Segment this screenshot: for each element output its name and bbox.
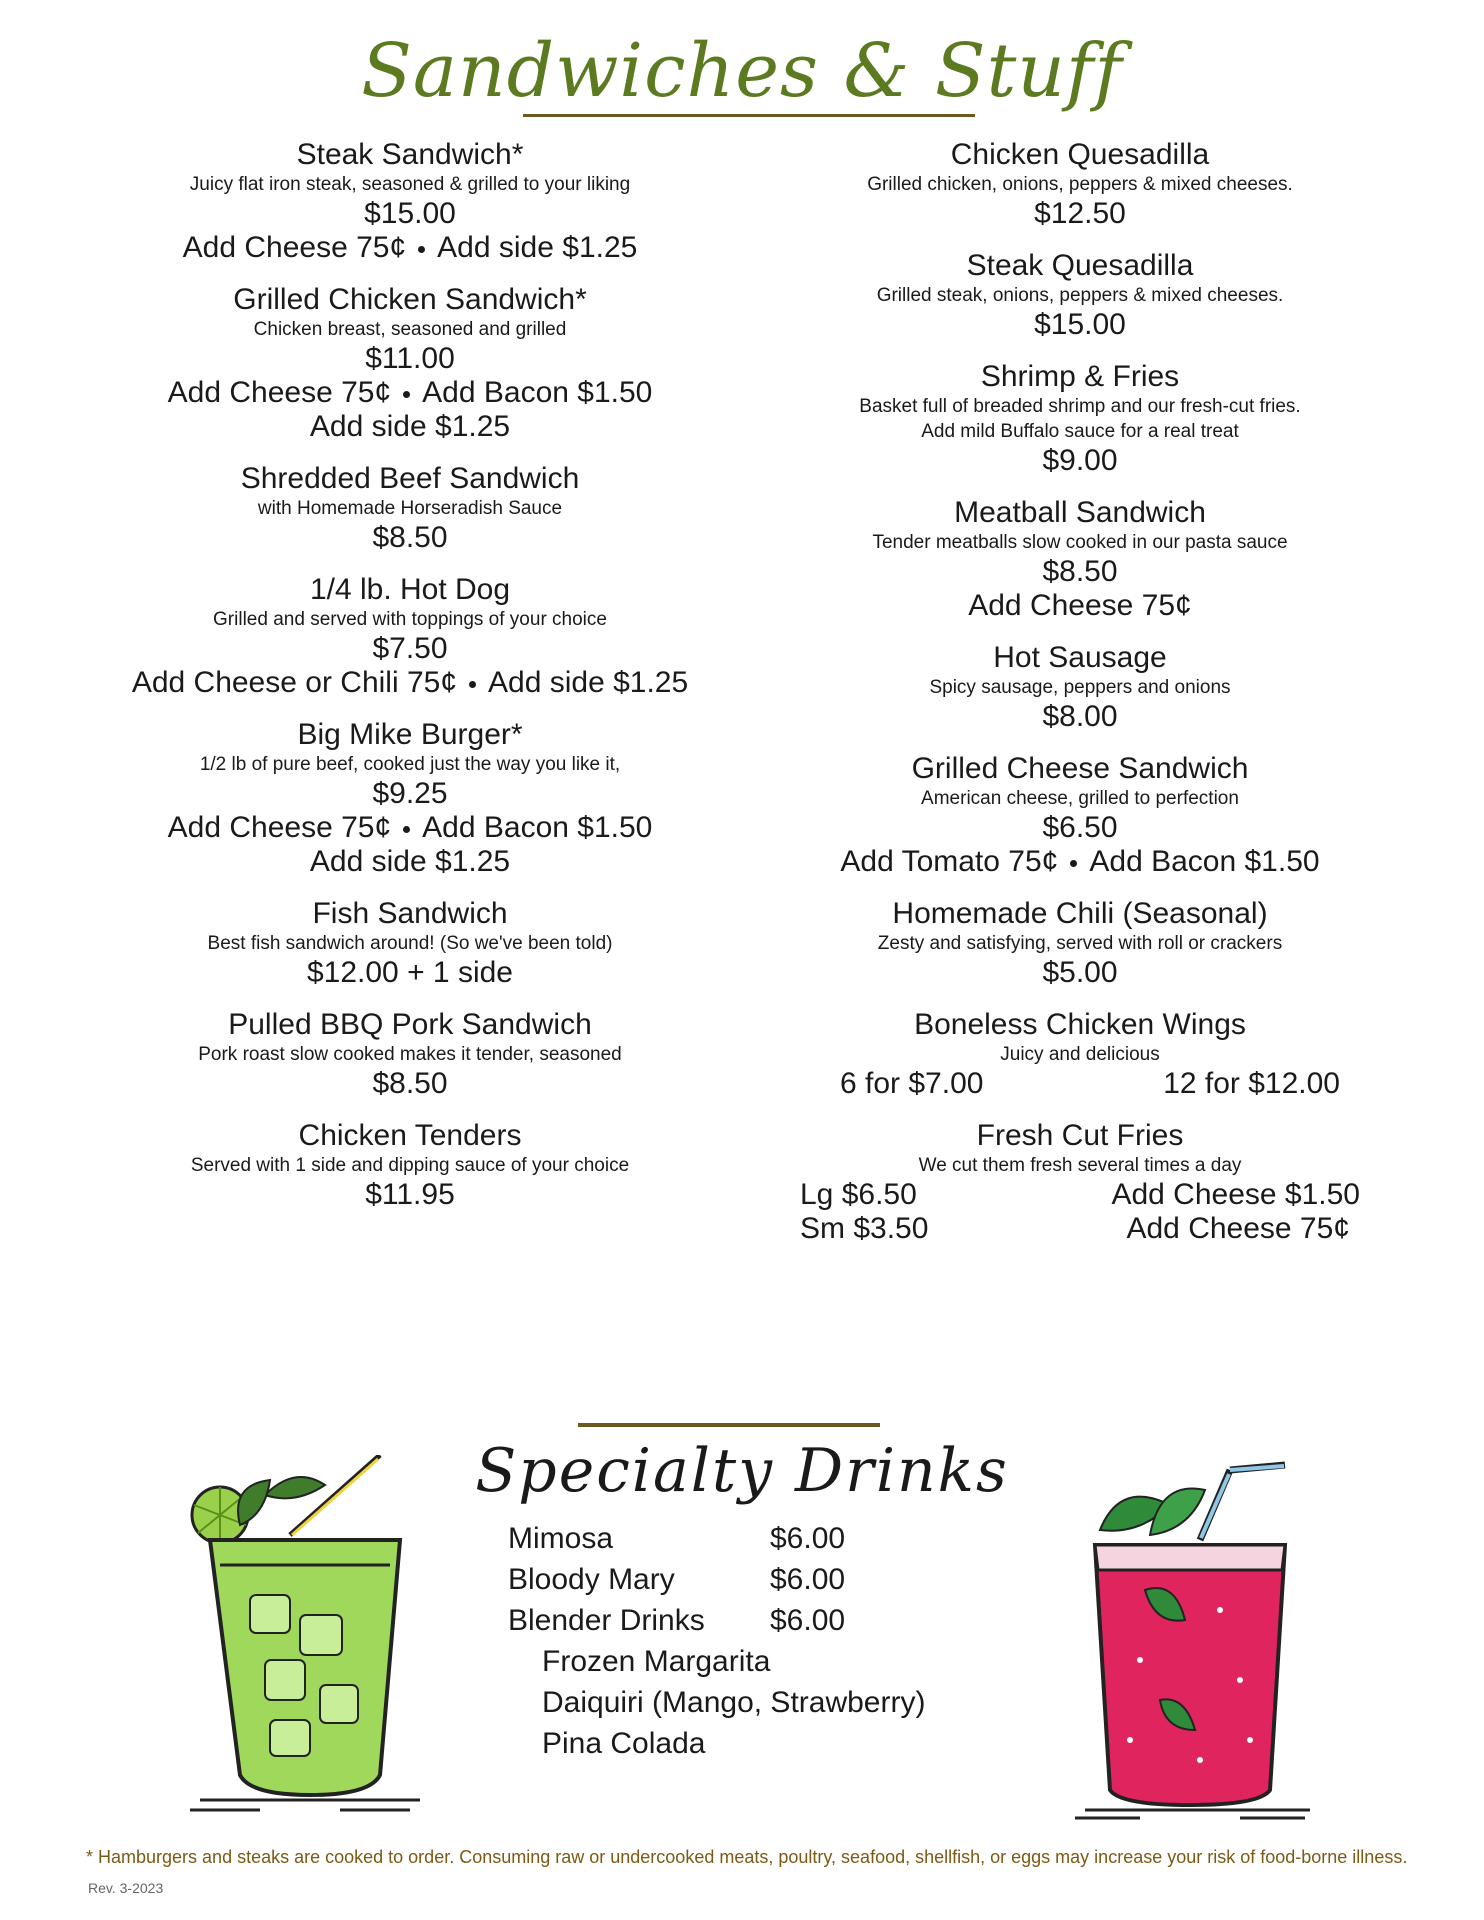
- menu-item: [800, 138, 1360, 231]
- addon-option: Add Cheese 75¢: [182, 231, 407, 264]
- revision-label: Rev. 3-2023: [88, 1880, 164, 1896]
- wings-large-price: 12 for $12.00: [1163, 1067, 1340, 1100]
- item-name: Steak Quesadilla: [966, 249, 1194, 282]
- food-safety-footnote: * Hamburgers and steaks are cooked to order. Consuming raw or undercooked meats, poultry, seafood, shellfish, or eggs may increase your risk of food-borne illness.: [86, 1847, 1408, 1867]
- item-addons: [120, 666, 700, 700]
- menu-title: Sandwiches & Stuff: [361, 28, 1123, 114]
- item-description: Basket full of breaded shrimp and our fresh-cut fries.: [859, 396, 1301, 417]
- menu-item: [800, 897, 1360, 990]
- menu-item: [120, 138, 700, 265]
- item-name: Meatball Sandwich: [954, 496, 1206, 529]
- mojito-glass-illustration: [180, 1455, 430, 1815]
- menu-item: [800, 360, 1360, 478]
- item-name: Chicken Tenders: [298, 1119, 522, 1152]
- left-column: [120, 138, 700, 1212]
- wings-small-price: 6 for $7.00: [840, 1067, 984, 1100]
- item-addons: [800, 589, 1360, 623]
- item-name: Homemade Chili (Seasonal): [892, 897, 1268, 930]
- addon-option: Add side $1.25: [437, 231, 638, 264]
- item-description: Chicken breast, seasoned and grilled: [253, 319, 567, 340]
- item-name: Shredded Beef Sandwich: [240, 462, 580, 495]
- item-name: Steak Sandwich*: [296, 138, 524, 171]
- item-description: Juicy flat iron steak, seasoned & grilled to your liking: [189, 174, 631, 195]
- item-addons: [120, 845, 700, 879]
- drinks-title: Specialty Drinks: [475, 1436, 1009, 1506]
- item-addons: [120, 410, 700, 444]
- item-price: $6.50: [1042, 811, 1118, 844]
- addon-option: Add Cheese 75¢: [968, 589, 1192, 622]
- drink-name: Blender Drinks: [508, 1604, 705, 1637]
- item-price: $8.50: [372, 1067, 448, 1100]
- drink-row: [508, 1600, 988, 1641]
- item-name: Pulled BBQ Pork Sandwich: [228, 1008, 592, 1041]
- drink-price: $6.00: [770, 1522, 846, 1555]
- menu-item: [120, 1008, 700, 1101]
- pink-drink-illustration: [1070, 1460, 1320, 1820]
- fries-large-cheese: Add Cheese $1.50: [1111, 1178, 1360, 1211]
- item-price: $9.00: [1042, 444, 1118, 477]
- bullet-separator: [469, 681, 476, 688]
- menu-item: [120, 718, 700, 879]
- item-name: Boneless Chicken Wings: [914, 1008, 1246, 1041]
- menu-item: [120, 573, 700, 700]
- drink-price: $6.00: [770, 1563, 846, 1596]
- item-price: $9.25: [372, 777, 448, 810]
- item-description: Served with 1 side and dipping sauce of your choice: [190, 1155, 630, 1176]
- bullet-separator: [1070, 860, 1077, 867]
- addon-option: Add side $1.25: [309, 410, 511, 443]
- menu-item: [800, 249, 1360, 342]
- addon-option: Add Bacon $1.50: [422, 376, 653, 409]
- item-addons: [120, 811, 700, 845]
- menu-item-fries: [800, 1119, 1360, 1246]
- right-column: [800, 138, 1360, 1246]
- item-description: Spicy sausage, peppers and onions: [929, 677, 1231, 698]
- menu-item: [120, 462, 700, 555]
- blender-drink: Frozen Margarita: [542, 1645, 771, 1678]
- item-description: Pork roast slow cooked makes it tender, seasoned: [198, 1044, 622, 1065]
- drinks-list: [508, 1518, 988, 1764]
- drink-row: [508, 1559, 988, 1600]
- item-description: Grilled and served with toppings of your choice: [213, 609, 607, 630]
- item-name: 1/4 lb. Hot Dog: [309, 573, 511, 606]
- addon-option: Add Cheese or Chili 75¢: [131, 666, 458, 699]
- item-addons: [120, 376, 700, 410]
- item-name: Shrimp & Fries: [980, 360, 1180, 393]
- item-price: $8.00: [1042, 700, 1118, 733]
- addon-option: Add Cheese 75¢: [167, 376, 392, 409]
- menu-item: [120, 1119, 700, 1212]
- item-description: 1/2 lb of pure beef, cooked just the way you like it,: [199, 754, 621, 775]
- item-description: We cut them fresh several times a day: [918, 1155, 1242, 1176]
- item-name: Chicken Quesadilla: [950, 138, 1210, 171]
- item-price: $5.00: [1042, 956, 1118, 989]
- menu-item: [120, 283, 700, 444]
- addon-option: Add Cheese 75¢: [167, 811, 392, 844]
- item-addons: [120, 231, 700, 265]
- item-price: $12.00 + 1 side: [306, 956, 513, 989]
- item-description: Best fish sandwich around! (So we've been told): [207, 933, 613, 954]
- item-description: Juicy and delicious: [1000, 1044, 1160, 1065]
- drink-price: $6.00: [770, 1604, 846, 1637]
- item-price: $12.50: [1034, 197, 1126, 230]
- menu-item: [800, 752, 1360, 879]
- item-price: $11.95: [365, 1178, 455, 1211]
- menu-item-wings: [800, 1008, 1360, 1101]
- addon-option: Add Tomato 75¢: [840, 845, 1059, 878]
- blender-drink: Pina Colada: [542, 1727, 706, 1760]
- menu-item: [800, 641, 1360, 734]
- menu-item: [800, 496, 1360, 623]
- item-addons: [800, 845, 1360, 879]
- drink-name: Mimosa: [508, 1522, 614, 1555]
- item-name: Fresh Cut Fries: [976, 1119, 1184, 1152]
- item-price: $8.50: [1042, 555, 1118, 588]
- item-description: Tender meatballs slow cooked in our pasta sauce: [872, 532, 1288, 553]
- item-name: Grilled Chicken Sandwich*: [233, 283, 587, 316]
- fries-large-price: Lg $6.50: [800, 1178, 917, 1211]
- addon-option: Add side $1.25: [488, 666, 689, 699]
- addon-option: Add Bacon $1.50: [1089, 845, 1320, 878]
- item-description: with Homemade Horseradish Sauce: [257, 498, 563, 519]
- item-description: Grilled chicken, onions, peppers & mixed cheeses.: [867, 174, 1293, 195]
- item-price: $11.00: [365, 342, 455, 375]
- item-description: Grilled steak, onions, peppers & mixed cheeses.: [876, 285, 1284, 306]
- drinks-divider: [578, 1423, 880, 1427]
- menu-item: [120, 897, 700, 990]
- drink-row: [508, 1518, 988, 1559]
- fries-small-cheese: Add Cheese 75¢: [1126, 1212, 1350, 1245]
- item-name: Hot Sausage: [993, 641, 1167, 674]
- bullet-separator: [403, 826, 410, 833]
- addon-option: Add Bacon $1.50: [422, 811, 653, 844]
- item-name: Fish Sandwich: [312, 897, 508, 930]
- bullet-separator: [418, 246, 425, 253]
- item-description: Add mild Buffalo sauce for a real treat: [921, 421, 1239, 442]
- bullet-separator: [403, 391, 410, 398]
- title-divider: [523, 114, 975, 117]
- item-description: American cheese, grilled to perfection: [921, 788, 1239, 809]
- item-price: $7.50: [372, 632, 448, 665]
- item-price: $15.00: [1034, 308, 1126, 341]
- drink-name: Bloody Mary: [508, 1563, 675, 1596]
- item-description: Zesty and satisfying, served with roll or crackers: [877, 933, 1283, 954]
- addon-option: Add side $1.25: [309, 845, 511, 878]
- item-price: $15.00: [364, 197, 456, 230]
- item-price: $8.50: [372, 521, 448, 554]
- blender-drink: Daiquiri (Mango, Strawberry): [542, 1686, 926, 1719]
- item-name: Big Mike Burger*: [297, 718, 523, 751]
- fries-small-price: Sm $3.50: [800, 1212, 929, 1245]
- item-name: Grilled Cheese Sandwich: [911, 752, 1249, 785]
